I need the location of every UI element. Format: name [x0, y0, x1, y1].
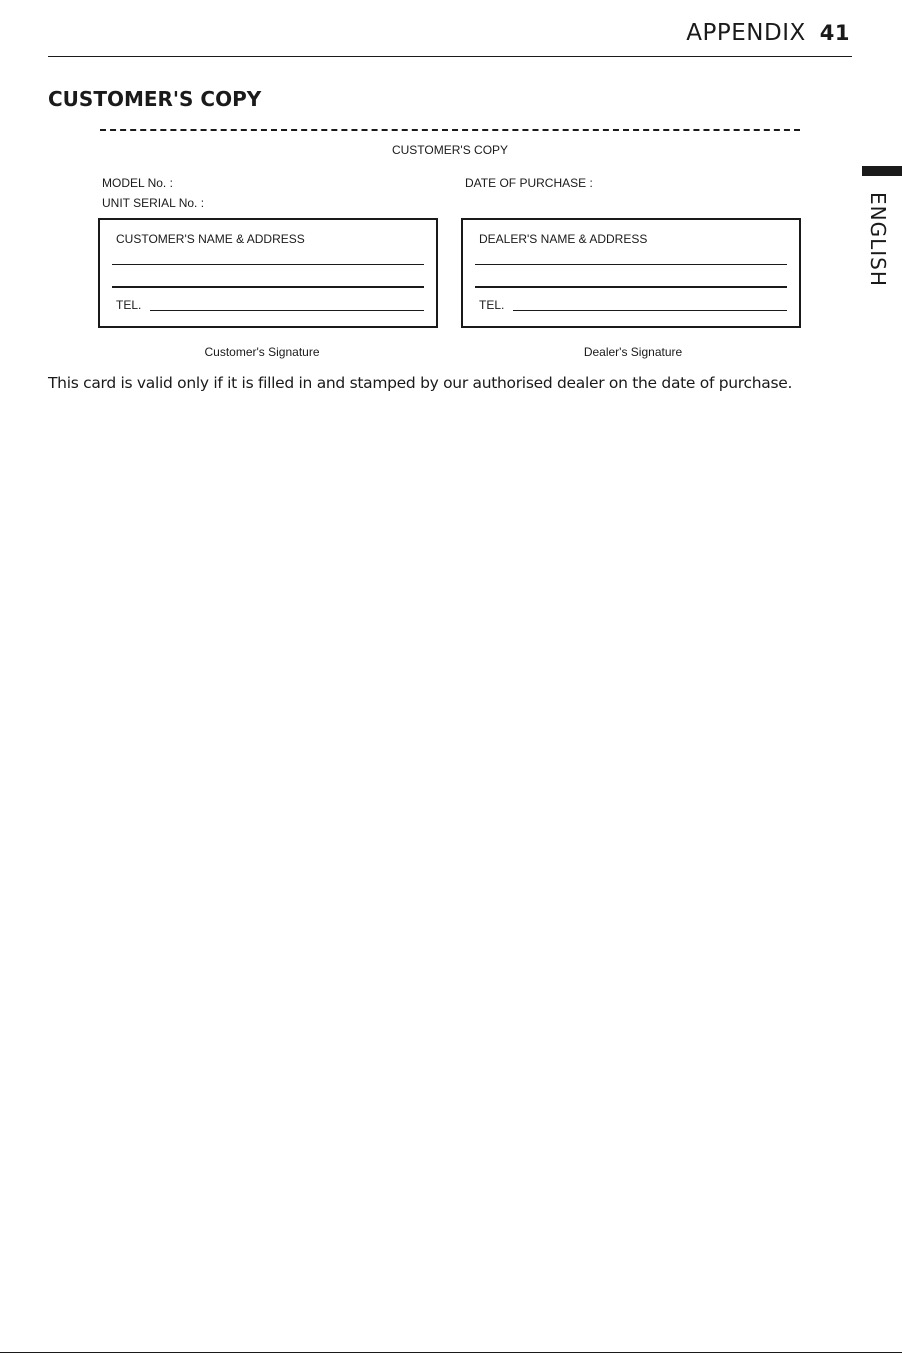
- section-heading: CUSTOMER'S COPY: [48, 87, 262, 111]
- page-number: 41: [819, 21, 850, 45]
- customer-address-line-1: [112, 264, 424, 265]
- dealer-box-label: DEALER'S NAME & ADDRESS: [479, 232, 648, 246]
- customer-tel-line: [150, 310, 424, 311]
- serial-number-label: UNIT SERIAL No. :: [102, 196, 205, 210]
- page-header: [686, 20, 850, 46]
- language-label: ENGLISH: [866, 192, 890, 287]
- dealer-tel-label: TEL.: [479, 298, 505, 312]
- language-tab-marker: [862, 166, 902, 176]
- customer-address-line-2: [112, 286, 424, 288]
- customer-signature-label: Customer's Signature: [204, 345, 320, 359]
- dealer-address-line-2: [475, 286, 787, 288]
- date-of-purchase-label: DATE OF PURCHASE :: [465, 176, 593, 190]
- dealer-info-box: [461, 218, 801, 328]
- header-divider: [48, 56, 852, 57]
- card-title: CUSTOMER'S COPY: [391, 143, 509, 157]
- dealer-signature-label: Dealer's Signature: [583, 345, 683, 359]
- customer-box-label: CUSTOMER'S NAME & ADDRESS: [116, 232, 305, 246]
- dealer-address-line-1: [475, 264, 787, 265]
- customer-tel-label: TEL.: [116, 298, 142, 312]
- customer-info-box: [98, 218, 438, 328]
- footer-divider: [0, 1352, 902, 1353]
- model-number-label: MODEL No. :: [102, 176, 173, 190]
- section-title: APPENDIX: [686, 20, 806, 46]
- validity-note: This card is valid only if it is filled in and stamped by our authorised dealer on the date of purchase.: [48, 374, 793, 392]
- dealer-tel-line: [513, 310, 787, 311]
- cut-line-dashed: [100, 129, 800, 131]
